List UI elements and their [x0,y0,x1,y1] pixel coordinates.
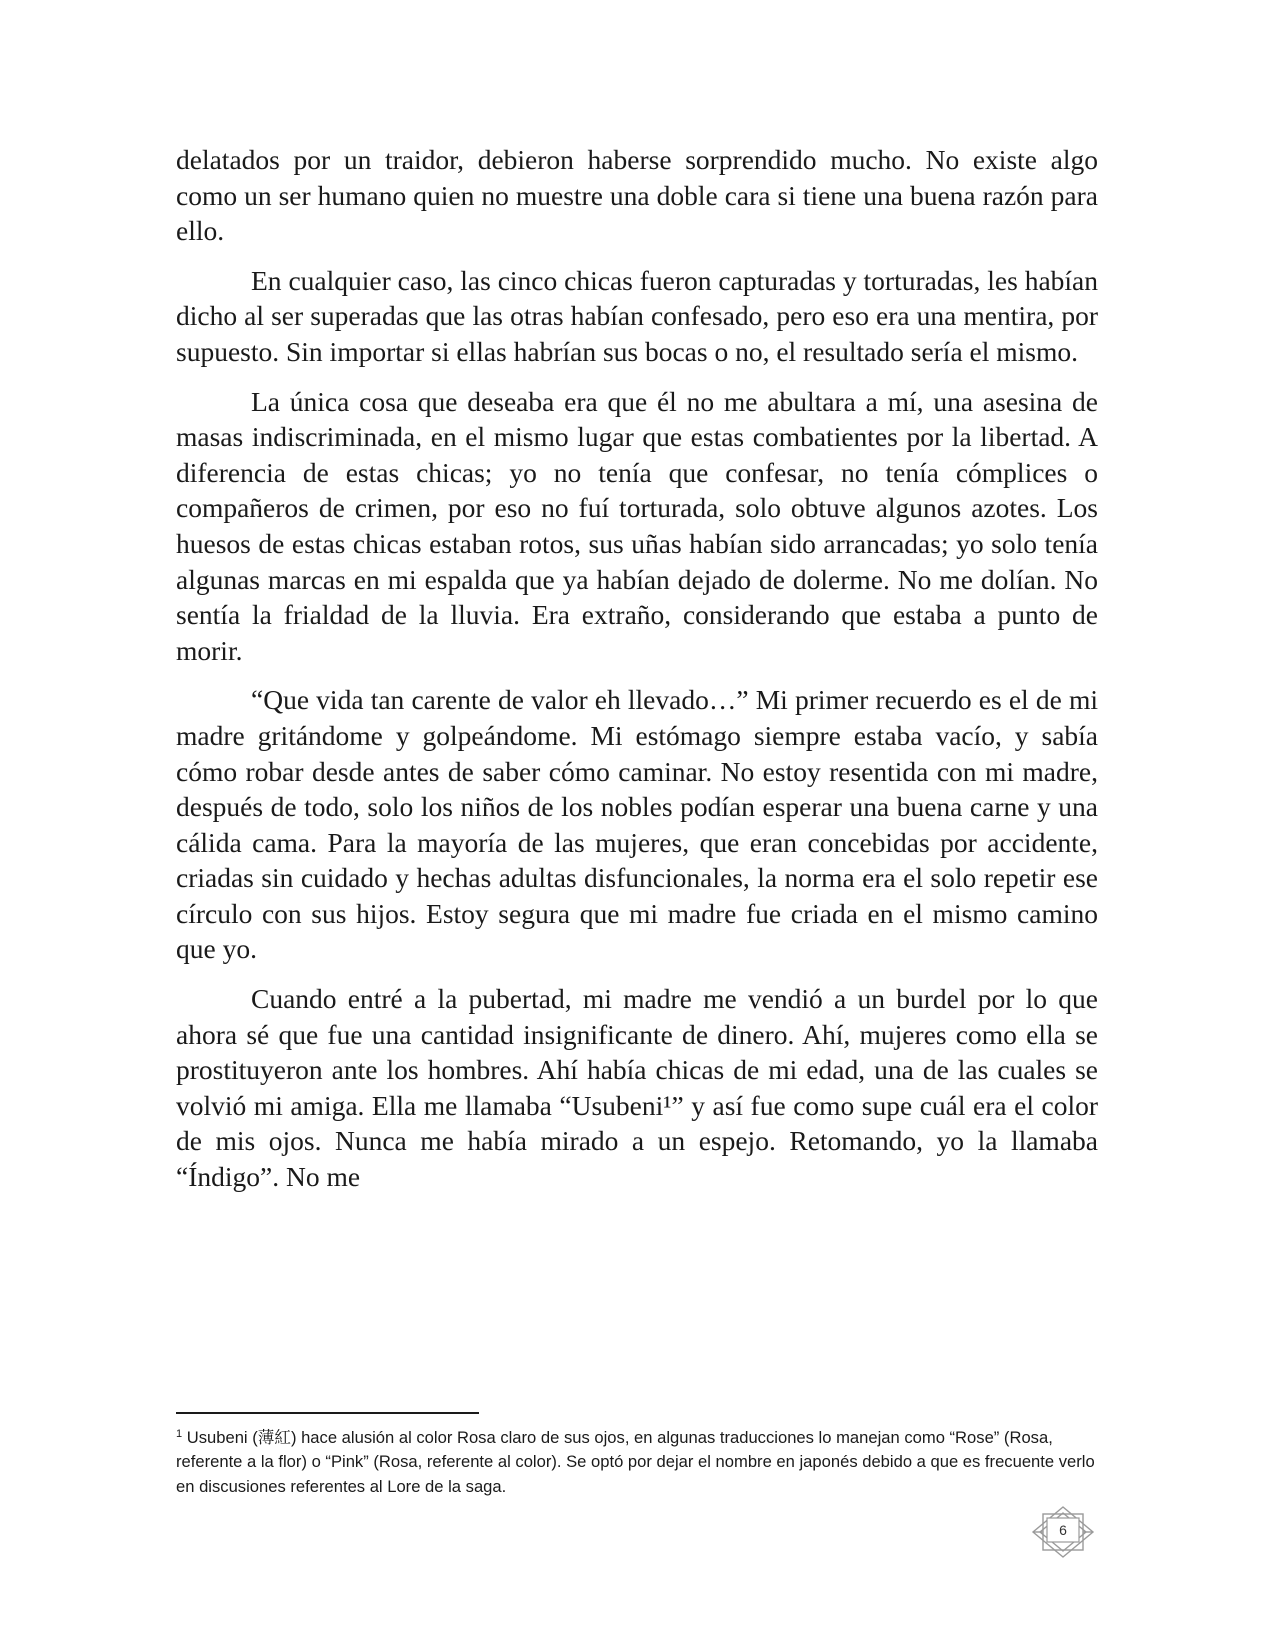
page-number-badge [1030,1506,1096,1558]
footnote-separator [176,1412,479,1414]
page-body [176,142,1098,1209]
paragraph: La única cosa que deseaba era que él no me abultara a mí, una asesina de masas indiscriminada, en el mismo lugar que estas combatientes por la libertad. A diferencia de estas chicas; yo no tenía que confesar, no tenía cómplices o compañeros de crimen, por eso no fuí torturada, solo obtuve algunos azotes. Los huesos de estas chicas estaban rotos, sus uñas habían sido arrancadas; yo solo tenía algunas marcas en mi espalda que ya habían dejado de dolerme. No me dolían. No sentía la frialdad de la lluvia. Era extraño, considerando que estaba a punto de morir. [176,385,1098,666]
footnote [176,1426,1106,1499]
page-number: 6 [1059,1522,1067,1538]
paragraph: delatados por un traidor, debieron haberse sorprendido mucho. No existe algo como un ser humano quien no muestre una doble cara si tiene una buena razón para ello. [176,144,1098,247]
footnote-marker: 1 [176,1428,183,1440]
paragraph: Cuando entré a la pubertad, mi madre me vendió a un burdel por lo que ahora sé que fue una cantidad insignificante de dinero. Ahí, mujeres como ella se prostituyeron ante los hombres. Ahí había chicas de mi edad, una de las cuales se volvió mi amiga. Ella me llamaba “Usubeni¹” y así fue como supe cuál era el color de mis ojos. Nunca me había mirado a un espejo. Retomando, yo la llamaba “Índigo”. No me [176,983,1098,1193]
paragraph: “Que vida tan carente de valor eh llevado…” Mi primer recuerdo es el de mi madre gritándome y golpeándome. Mi estómago siempre estaba vacío, y sabía cómo robar desde antes de saber cómo caminar. No estoy resentida con mi madre, después de todo, solo los niños de los nobles podían esperar una buena carne y una cálida cama. Para la mayoría de las mujeres, que eran concebidas por accidente, criadas sin cuidado y hechas adultas disfuncionales, la norma era el solo repetir ese círculo con sus hijos. Estoy segura que mi madre fue criada en el mismo camino que yo. [176,684,1098,965]
footnote-text: Usubeni (薄紅) hace alusión al color Rosa claro de sus ojos, en algunas traducciones lo manejan como “Rose” (Rosa, referente a la flor) o “Pink” (Rosa, referente al color). Se optó por dejar el nombre en japonés debido a que es frecuente verlo en discusiones referentes al Lore de la saga. [176,1428,1095,1496]
paragraph: En cualquier caso, las cinco chicas fueron capturadas y torturadas, les habían dicho al ser superadas que las otras habían confesado, pero eso era una mentira, por supuesto. Sin importar si ellas habrían sus bocas o no, el resultado sería el mismo. [176,264,1098,367]
